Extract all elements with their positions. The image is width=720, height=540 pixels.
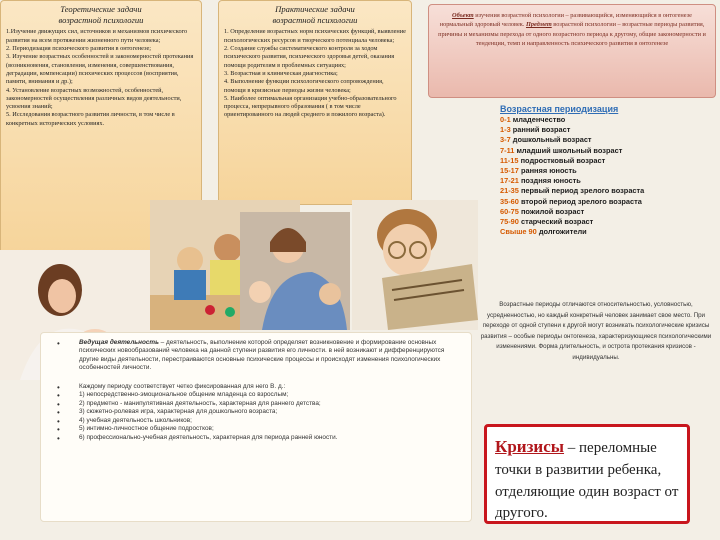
period-label: долгожители <box>538 227 587 237</box>
period-row <box>500 217 716 227</box>
theory-item: 2. Периодизация психического развития в онтогенезе; <box>6 45 152 53</box>
periodization-title: Возрастная периодизация <box>500 104 619 114</box>
boy-reading-photo <box>352 200 478 330</box>
practice-item: 2. Создание службы систематического контроля за ходом психического развития, психического здоровья детей, оказания помощи родителям в проблемных ситуациях; <box>224 45 395 69</box>
period-label: младенчество <box>512 115 566 124</box>
practice-item: 5. Наиболее оптимальная организация учебно-образовательного процесса, непрерывного образования ( в том числе ориентированного на людей среднего и пожилого возраста). <box>224 94 397 119</box>
period-age: 0-1 <box>500 115 511 124</box>
period-label: первый период зрелого возраста <box>520 186 645 196</box>
period-age: 60-75 <box>500 206 519 216</box>
period-row <box>500 125 716 135</box>
object-subject-card <box>428 4 716 98</box>
teacher-children-photo <box>240 212 350 330</box>
crisis-definition-box <box>484 424 690 524</box>
practice-card <box>218 0 412 205</box>
subject-term: Предмет <box>526 21 552 29</box>
object-term: Объект <box>452 12 474 19</box>
period-row <box>500 227 716 237</box>
period-label: дошкольный возраст <box>512 135 592 145</box>
leading-intro: • Каждому периоду соответствует четко фиксированная для него В. д.: <box>51 383 461 391</box>
theory-item: 3. Изучение возрастных особенностей и закономерностей протекания (возникновения, становления, изменения, совершенствования, деградации, компенсации) психических процессов (восприятия, памяти, внимания и др.); <box>6 53 194 86</box>
theory-item: 1.Изучение движущих сил, источников и механизмов психического развития на всем протяжении жизненного пути человека; <box>6 28 188 44</box>
period-label: пожилой возраст <box>520 206 585 216</box>
practice-item: 4. Выполнение функции психологического сопровождения, помощи в кризисные периоды жизни человека; <box>224 78 384 94</box>
periods-note: Возрастные периоды отличаются относительностью, условностью, усредненностью, но каждый конкретный человек занимает свое место. При переходе от одной ступени к другой могут возникать психологические кризисы развития – особые периоды онтогенеза, характеризующиеся психологическими изменениями. Форма длительность, и острота протекания кризисов - индивидуальны. <box>480 301 712 361</box>
activity-term: Ведущая деятельность <box>79 339 159 346</box>
period-label: младший школьный возраст <box>516 145 623 155</box>
period-label: поздняя юность <box>520 176 581 186</box>
leading-activity-panel <box>40 332 472 522</box>
period-row <box>500 156 716 166</box>
object-definition: изучения возрастной психологии – развивающийся, изменяющийся в онтогенезе нормальный здоровый человек. <box>439 12 692 29</box>
theory-item: 4. Установление возрастных возможностей, особенностей, закономерностей осуществления различных видов деятельности, усвоения знаний; <box>6 86 182 111</box>
leading-item: • 5) интимно-личностное общение подростков; <box>51 425 461 433</box>
practice-item: 1. Определение возрастных норм психических функций, выявление психологических ресурсов и творческого потенциала человека; <box>224 28 406 44</box>
practice-title <box>224 4 406 25</box>
leading-item: • 4) учебная деятельность школьников; <box>51 417 461 425</box>
activity-definition <box>51 339 461 373</box>
subject-definition: возрастной психологии – возрастные периоды развития, причины и механизмы перехода от одного возрастного периода к другому, общие закономерности и тенденции, темп и направленность психического развития в онтогенезе <box>438 21 706 48</box>
crisis-text <box>495 435 679 525</box>
practice-item: 3. Возрастная и клиническая диагностика; <box>224 69 338 77</box>
period-age: 15-17 <box>500 166 519 176</box>
period-row <box>500 176 716 186</box>
period-label: ранняя юность <box>520 166 577 176</box>
practice-title-line2: возрастной психологии <box>272 14 358 25</box>
practice-list <box>224 28 406 119</box>
period-age: Свыше 90 <box>500 227 537 237</box>
theory-title-line2: возрастной психологии <box>58 14 144 25</box>
crisis-definition: – переломные точки в развитии ребенка, отделяющие один возраст от другого. <box>495 440 679 522</box>
leading-item: • 3) сюжетно-ролевая игра, характерная для дошкольного возраста; <box>51 408 461 416</box>
practice-title-line1: Практические задачи <box>275 4 355 14</box>
theory-title <box>6 4 196 25</box>
period-age: 75-90 <box>500 217 519 227</box>
period-row <box>500 135 716 145</box>
period-row <box>500 207 716 217</box>
leading-item: • 1) непосредственно-эмоциональное общение младенца со взрослым; <box>51 391 461 399</box>
period-row <box>500 115 716 125</box>
object-subject-text <box>437 11 707 49</box>
period-age: 1-3 <box>500 125 511 135</box>
period-age: 21-35 <box>500 186 519 196</box>
photo-collage <box>0 200 478 330</box>
period-row <box>500 166 716 176</box>
period-label: старческий возраст <box>520 217 594 227</box>
period-age: 7-11 <box>500 145 515 155</box>
period-label: подростковый возраст <box>520 155 606 165</box>
period-row <box>500 186 716 196</box>
leading-item: • 2) предметно - манипулятивная деятельность, характерная для раннего детства; <box>51 400 461 408</box>
period-row <box>500 197 716 207</box>
theory-item: 5. Исследования возрастного развития личности, в том числе в конкретных исторических условиях. <box>6 111 175 127</box>
period-age: 11-15 <box>500 155 519 165</box>
period-age: 3-7 <box>500 135 511 145</box>
period-row <box>500 146 716 156</box>
periodization-rows <box>500 115 716 237</box>
theory-list <box>6 28 196 128</box>
activity-text: – деятельность, выполнение которой определяет возникновение и формирование основных психических новообразований человека на данной ступени развития его личности. в ней возникают и дифференцируются другие виды деятельности, перестраиваются основные психические процессы и происходят изменения психологических особенностей личности. <box>79 339 445 372</box>
period-age: 17-21 <box>500 176 519 186</box>
crisis-term: Кризисы <box>495 437 565 456</box>
theory-title-line1: Теоретические задачи <box>60 4 142 14</box>
period-label: второй период зрелого возраста <box>520 196 642 206</box>
period-label: ранний возраст <box>512 125 571 135</box>
period-age: 35-60 <box>500 196 519 206</box>
periodization-list <box>500 104 716 300</box>
leading-item: • 6) профессионально-учебная деятельность, характерная для периода ранней юности. <box>51 434 461 442</box>
